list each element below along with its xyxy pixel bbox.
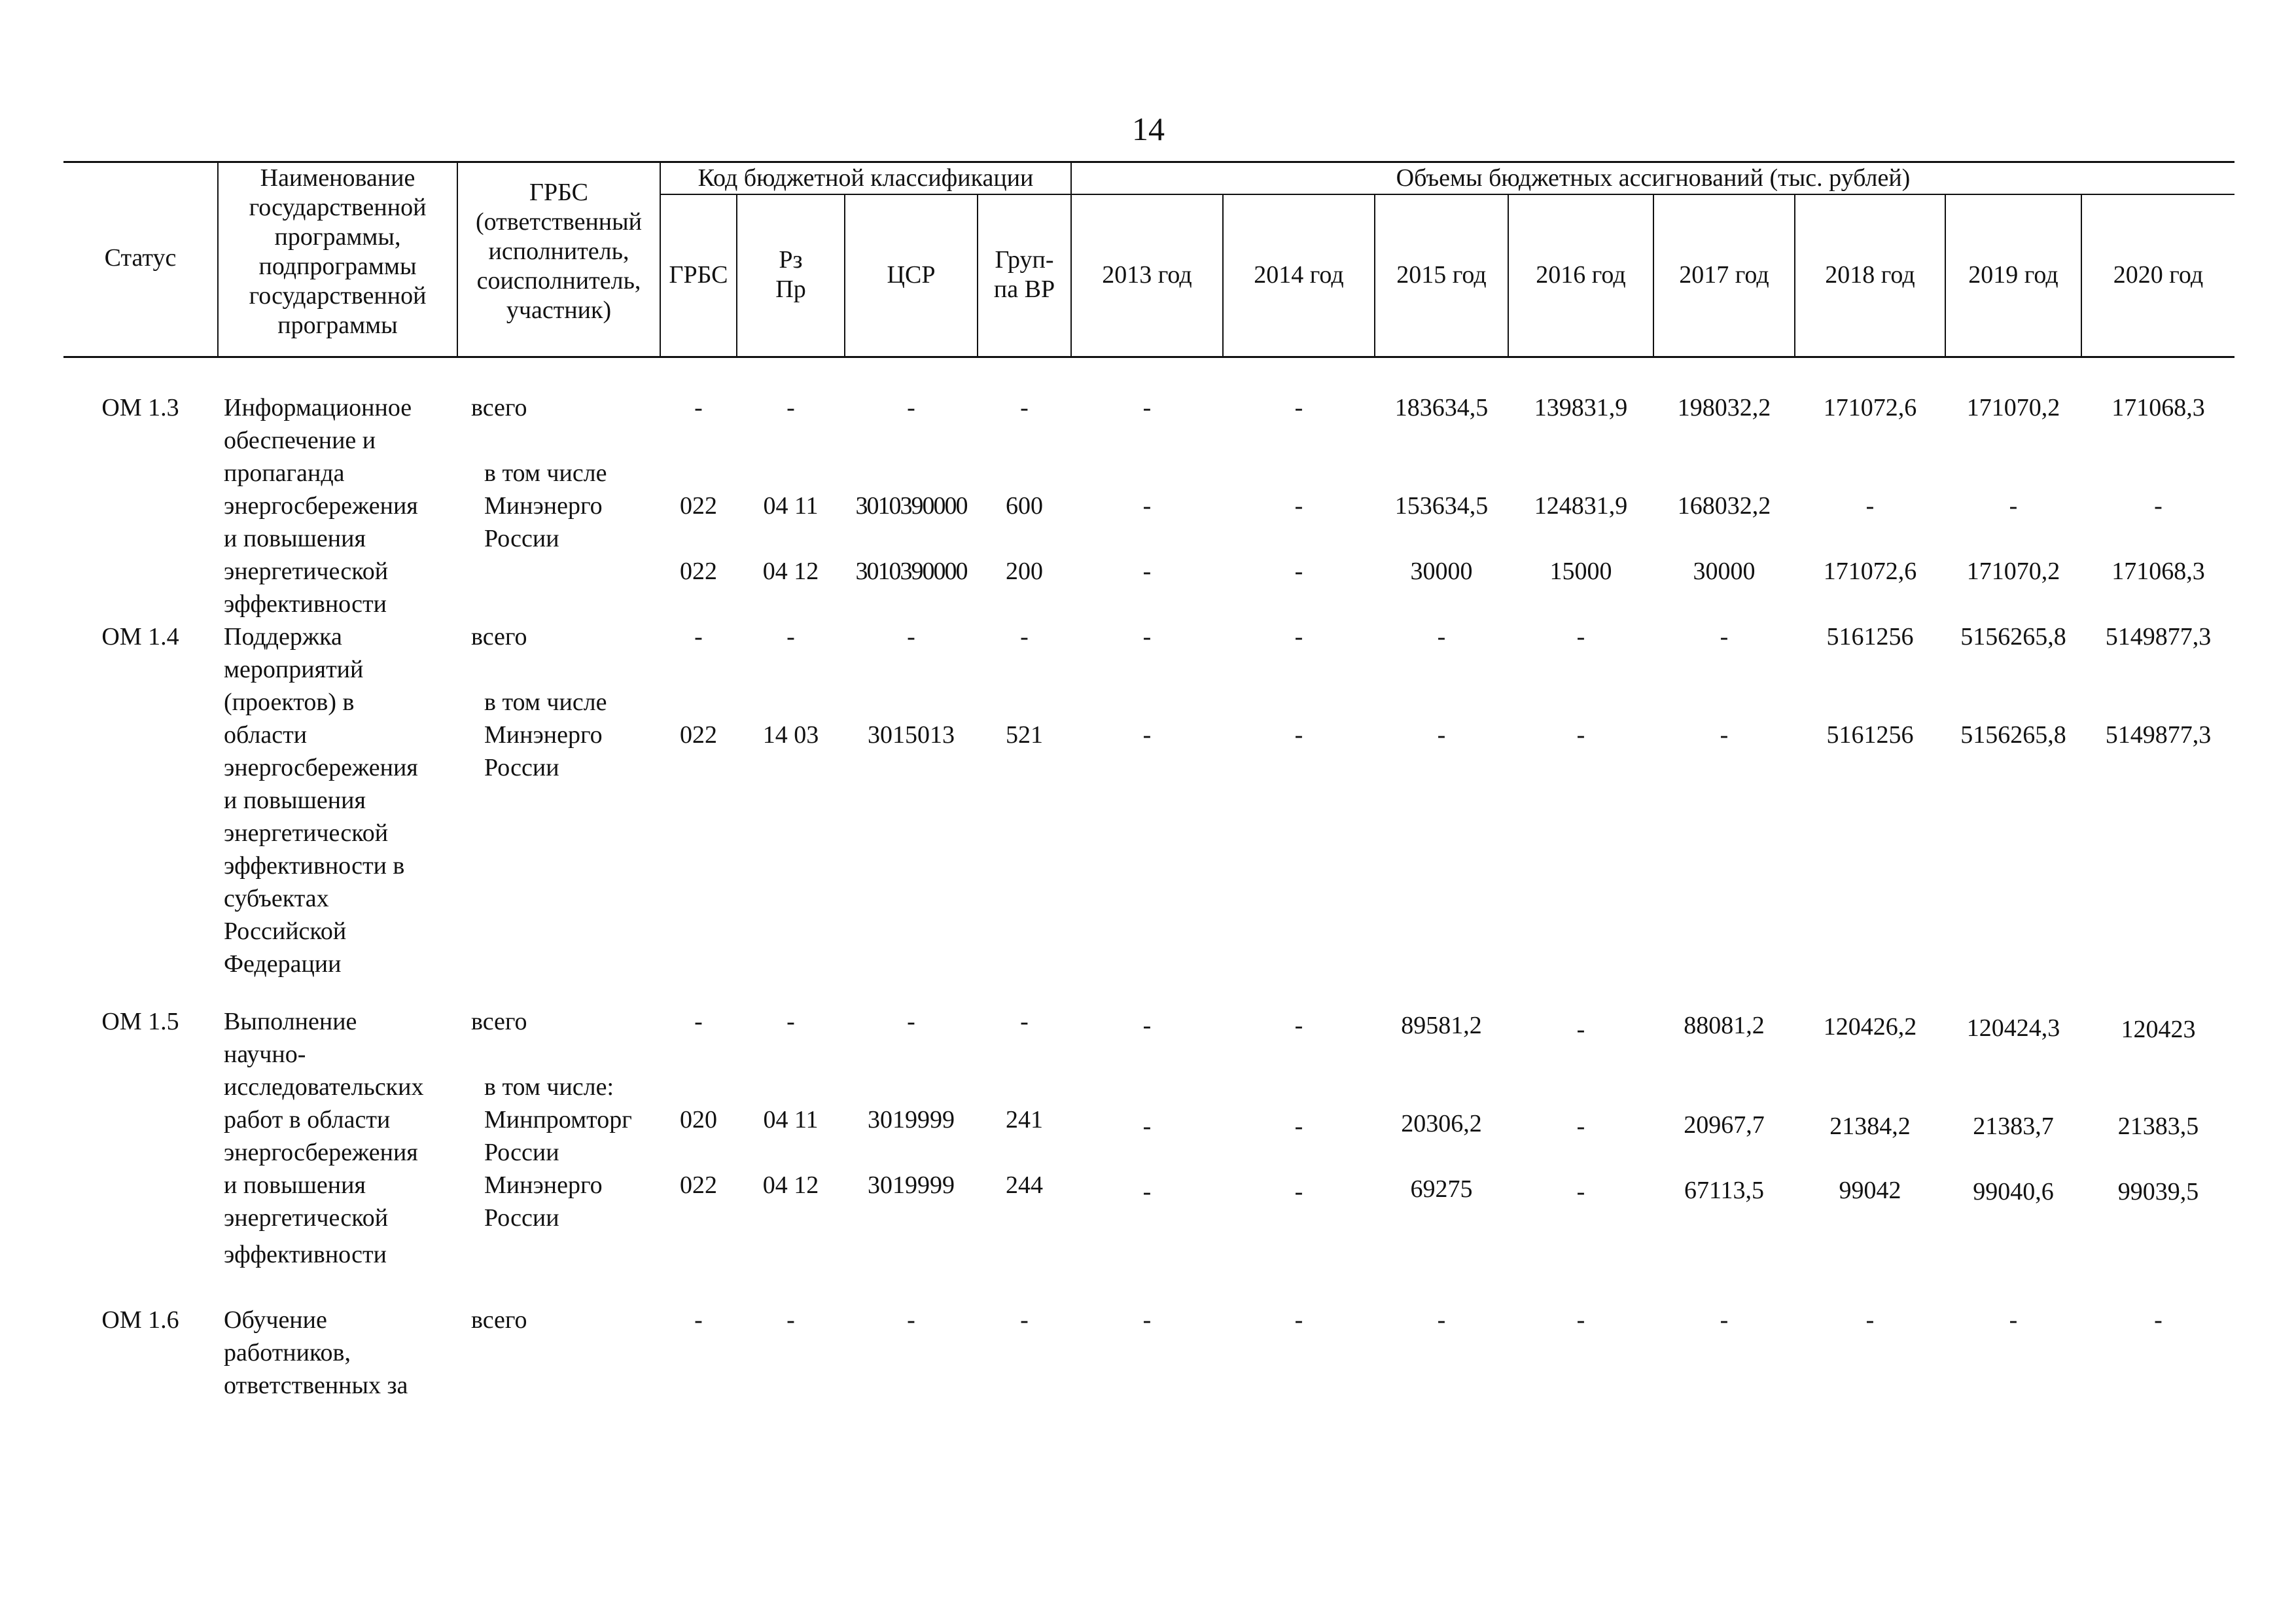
csr-cell: 3010390000 xyxy=(855,558,967,585)
vr-cell: 244 xyxy=(1006,1171,1043,1199)
row-name-line: энергосбережения xyxy=(224,1139,418,1166)
header-grbs-exec xyxy=(458,178,660,325)
header-name xyxy=(219,164,457,340)
vr-cell: 600 xyxy=(1006,492,1043,520)
exec-line: Минэнерго xyxy=(484,492,603,520)
exec-line: России xyxy=(484,754,559,781)
exec-line: всего xyxy=(471,394,527,421)
row-name-line: Обучение xyxy=(224,1306,327,1334)
rzpr-cell: 04 12 xyxy=(762,558,819,585)
header-name-line: государственной xyxy=(249,282,427,310)
value-2013: - xyxy=(1142,1178,1152,1205)
header-grbs-exec-line: исполнитель, xyxy=(488,238,629,265)
row-name-line: обеспечение и xyxy=(224,427,376,454)
value-2017: 67113,5 xyxy=(1684,1177,1765,1204)
exec-line: Минэнерго xyxy=(484,1171,603,1199)
exec-line: России xyxy=(484,1204,559,1232)
header-group-rule xyxy=(661,194,2234,195)
value-2016: 139831,9 xyxy=(1534,394,1628,421)
row-status: ОМ 1.4 xyxy=(101,623,179,651)
row-name-line: эффективности xyxy=(224,590,387,618)
header-rzpr-line: Пр xyxy=(775,276,806,303)
value-2015: - xyxy=(1437,1306,1446,1334)
vr-cell: - xyxy=(1020,394,1029,421)
table-top-rule xyxy=(63,161,2234,163)
header-name-line: подпрограммы xyxy=(258,253,417,280)
value-2013: - xyxy=(1142,1113,1152,1140)
value-2017: 20967,7 xyxy=(1684,1111,1765,1139)
value-2020: 5149877,3 xyxy=(2105,721,2212,749)
value-2016: - xyxy=(1576,1306,1585,1334)
exec-line: в том числе xyxy=(484,459,607,487)
rzpr-cell: - xyxy=(786,623,795,651)
exec-line: всего xyxy=(471,1008,527,1035)
value-2013: - xyxy=(1142,394,1152,421)
value-2019: 171070,2 xyxy=(1966,394,2060,421)
header-name-line: программы xyxy=(277,312,398,339)
rzpr-cell: 04 11 xyxy=(763,1106,819,1133)
value-2014: - xyxy=(1294,623,1303,651)
value-2013: - xyxy=(1142,492,1152,520)
value-2020: - xyxy=(2154,492,2163,520)
row-name-line: работников, xyxy=(224,1339,351,1366)
header-year: 2014 год xyxy=(1254,261,1344,289)
value-2014: - xyxy=(1294,1178,1303,1205)
exec-line: России xyxy=(484,1139,559,1166)
header-vr-line: Груп- xyxy=(995,246,1054,274)
header-grbs-exec-line: ГРБС xyxy=(529,179,588,206)
value-2018: 171072,6 xyxy=(1823,394,1917,421)
grbs-cell: 022 xyxy=(680,558,717,585)
rzpr-cell: 14 03 xyxy=(762,721,819,749)
value-2013: - xyxy=(1142,1306,1152,1334)
value-2015: - xyxy=(1437,721,1446,749)
header-rzpr xyxy=(737,245,844,304)
value-2018: 21384,2 xyxy=(1829,1113,1911,1140)
row-name xyxy=(224,620,418,980)
header-year: 2018 год xyxy=(1825,261,1915,289)
value-2019: 5156265,8 xyxy=(1960,623,2066,651)
grbs-cell: 020 xyxy=(680,1106,717,1133)
row-name-line: эффективности в xyxy=(224,852,405,880)
rzpr-cell: - xyxy=(786,394,795,421)
row-name-line: научно- xyxy=(224,1041,306,1068)
value-2016: - xyxy=(1576,1178,1585,1205)
value-2016: - xyxy=(1576,1113,1585,1140)
row-name-line: эффективности xyxy=(224,1241,387,1268)
value-2017: 88081,2 xyxy=(1684,1012,1765,1039)
exec-line: Минэнерго xyxy=(484,721,603,749)
row-name-line: Выполнение xyxy=(224,1008,357,1035)
value-2017: 168032,2 xyxy=(1677,492,1771,520)
value-2015: 153634,5 xyxy=(1394,492,1489,520)
csr-cell: 3010390000 xyxy=(855,492,967,520)
row-name-line: работ в области xyxy=(224,1106,391,1133)
value-2020: - xyxy=(2154,1306,2163,1334)
header-grbs-exec-line: (ответственный xyxy=(475,208,642,236)
grbs-cell: 022 xyxy=(680,1171,717,1199)
row-name-line: области xyxy=(224,721,308,749)
value-2014: - xyxy=(1294,492,1303,520)
value-2020: 171068,3 xyxy=(2111,558,2205,585)
grbs-cell: - xyxy=(694,623,703,651)
rzpr-cell: 04 11 xyxy=(763,492,819,520)
row-name-line: мероприятий xyxy=(224,656,364,683)
row-status: ОМ 1.3 xyxy=(101,394,179,421)
rzpr-cell: 04 12 xyxy=(762,1171,819,1199)
row-status: ОМ 1.6 xyxy=(101,1306,179,1334)
row-name-line: (проектов) в xyxy=(224,688,355,716)
csr-cell: 3019999 xyxy=(868,1171,955,1199)
grbs-cell: - xyxy=(694,394,703,421)
csr-cell: - xyxy=(907,1306,915,1334)
value-2019: 5156265,8 xyxy=(1960,721,2066,749)
value-2016: 15000 xyxy=(1549,558,1612,585)
header-code-group: Код бюджетной классификации xyxy=(698,164,1034,192)
row-name-line: ответственных за xyxy=(224,1372,408,1399)
header-grbs-exec-line: участник) xyxy=(506,296,612,324)
grbs-cell: - xyxy=(694,1008,703,1035)
rzpr-cell: - xyxy=(786,1008,795,1035)
value-2013: - xyxy=(1142,721,1152,749)
value-2014: - xyxy=(1294,1306,1303,1334)
grbs-cell: 022 xyxy=(680,721,717,749)
value-2017: 198032,2 xyxy=(1677,394,1771,421)
header-year: 2020 год xyxy=(2113,261,2204,289)
row-name-line: Российской xyxy=(224,918,347,945)
value-2019: - xyxy=(2009,1306,2018,1334)
value-2015: 30000 xyxy=(1410,558,1473,585)
value-2016: - xyxy=(1576,721,1585,749)
row-name-line: Информационное xyxy=(224,394,412,421)
row-name-line: и повышения xyxy=(224,787,366,814)
header-name-line: государственной xyxy=(249,194,427,221)
header-volume-group: Объемы бюджетных ассигнований (тыс. рублей) xyxy=(1396,164,1911,192)
value-2013: - xyxy=(1142,558,1152,585)
row-name-line: Федерации xyxy=(224,950,342,978)
header-year: 2013 год xyxy=(1102,261,1192,289)
value-2014: - xyxy=(1294,1012,1303,1039)
value-2017: 30000 xyxy=(1693,558,1756,585)
row-name-line: и повышения xyxy=(224,1171,366,1199)
exec-line: всего xyxy=(471,623,527,651)
value-2019: - xyxy=(2009,492,2018,520)
value-2016: - xyxy=(1576,623,1585,651)
header-year: 2017 год xyxy=(1679,261,1769,289)
csr-cell: - xyxy=(907,394,915,421)
csr-cell: - xyxy=(907,1008,915,1035)
row-name-line: энергетической xyxy=(224,558,389,585)
row-name-line: и повышения xyxy=(224,525,366,552)
row-name-line: исследовательских xyxy=(224,1073,424,1101)
row-name xyxy=(224,391,418,620)
value-2018: 120426,2 xyxy=(1823,1013,1917,1041)
header-name-line: программы, xyxy=(274,223,401,251)
value-2018: 5161256 xyxy=(1826,623,1914,651)
vr-cell: 521 xyxy=(1006,721,1043,749)
row-name xyxy=(224,1304,408,1402)
value-2018: 5161256 xyxy=(1826,721,1914,749)
header-rzpr-line: Рз xyxy=(779,246,803,274)
row-name-line: Поддержка xyxy=(224,623,342,651)
value-2020: 120423 xyxy=(2121,1016,2196,1043)
value-2017: - xyxy=(1720,721,1729,749)
row-name-line: энергосбережения xyxy=(224,492,418,520)
value-2019: 21383,7 xyxy=(1973,1113,2054,1140)
row-name-line: пропаганда xyxy=(224,459,345,487)
header-bottom-rule xyxy=(63,356,2234,358)
row-name-line: субъектах xyxy=(224,885,329,912)
exec-line: Минпромторг xyxy=(484,1106,632,1133)
value-2020: 171068,3 xyxy=(2111,394,2205,421)
header-vr xyxy=(978,245,1070,304)
header-year: 2016 год xyxy=(1536,261,1626,289)
value-2014: - xyxy=(1294,1113,1303,1140)
csr-cell: - xyxy=(907,623,915,651)
header-grbs-exec-line: соисполнитель, xyxy=(476,267,641,294)
value-2014: - xyxy=(1294,721,1303,749)
value-2018: 171072,6 xyxy=(1823,558,1917,585)
row-name-line: энергосбережения xyxy=(224,754,418,781)
exec-line: в том числе xyxy=(484,688,607,716)
header-vr-line: па ВР xyxy=(993,276,1055,303)
value-2019: 171070,2 xyxy=(1966,558,2060,585)
exec-line: России xyxy=(484,525,559,552)
exec-line: в том числе: xyxy=(484,1073,614,1101)
value-2015: 69275 xyxy=(1410,1175,1473,1203)
vr-cell: 200 xyxy=(1006,558,1043,585)
header-year: 2019 год xyxy=(1968,261,2058,289)
grbs-cell: 022 xyxy=(680,492,717,520)
vr-cell: - xyxy=(1020,1008,1029,1035)
value-2018: - xyxy=(1865,492,1875,520)
value-2016: 124831,9 xyxy=(1534,492,1628,520)
value-2015: 20306,2 xyxy=(1401,1110,1482,1137)
vr-cell: - xyxy=(1020,623,1029,651)
value-2019: 120424,3 xyxy=(1966,1014,2060,1042)
value-2013: - xyxy=(1142,623,1152,651)
exec-line: всего xyxy=(471,1306,527,1334)
value-2020: 99039,5 xyxy=(2117,1178,2199,1205)
value-2019: 99040,6 xyxy=(1973,1178,2054,1205)
value-2015: 183634,5 xyxy=(1394,394,1489,421)
header-name-line: Наименование xyxy=(260,164,415,192)
value-2017: - xyxy=(1720,1306,1729,1334)
rzpr-cell: - xyxy=(786,1306,795,1334)
vr-cell: 241 xyxy=(1006,1106,1043,1133)
value-2015: - xyxy=(1437,623,1446,651)
vr-cell: - xyxy=(1020,1306,1029,1334)
row-name-line: энергетической xyxy=(224,819,389,847)
row-name xyxy=(224,1005,423,1271)
csr-cell: 3019999 xyxy=(868,1106,955,1133)
row-status: ОМ 1.5 xyxy=(101,1008,179,1035)
value-2014: - xyxy=(1294,558,1303,585)
header-status: Статус xyxy=(104,244,177,272)
value-2020: 5149877,3 xyxy=(2105,623,2212,651)
value-2017: - xyxy=(1720,623,1729,651)
grbs-cell: - xyxy=(694,1306,703,1334)
row-name-line: энергетической xyxy=(224,1204,389,1232)
value-2018: - xyxy=(1865,1306,1875,1334)
value-2020: 21383,5 xyxy=(2117,1113,2199,1140)
value-2015: 89581,2 xyxy=(1401,1012,1482,1039)
value-2018: 99042 xyxy=(1839,1177,1901,1204)
page-number: 14 xyxy=(1132,111,1165,147)
header-grbs: ГРБС xyxy=(669,261,728,289)
value-2014: - xyxy=(1294,394,1303,421)
header-csr: ЦСР xyxy=(887,261,936,289)
value-2016: - xyxy=(1576,1016,1585,1043)
header-year: 2015 год xyxy=(1396,261,1487,289)
value-2013: - xyxy=(1142,1012,1152,1039)
csr-cell: 3015013 xyxy=(868,721,955,749)
